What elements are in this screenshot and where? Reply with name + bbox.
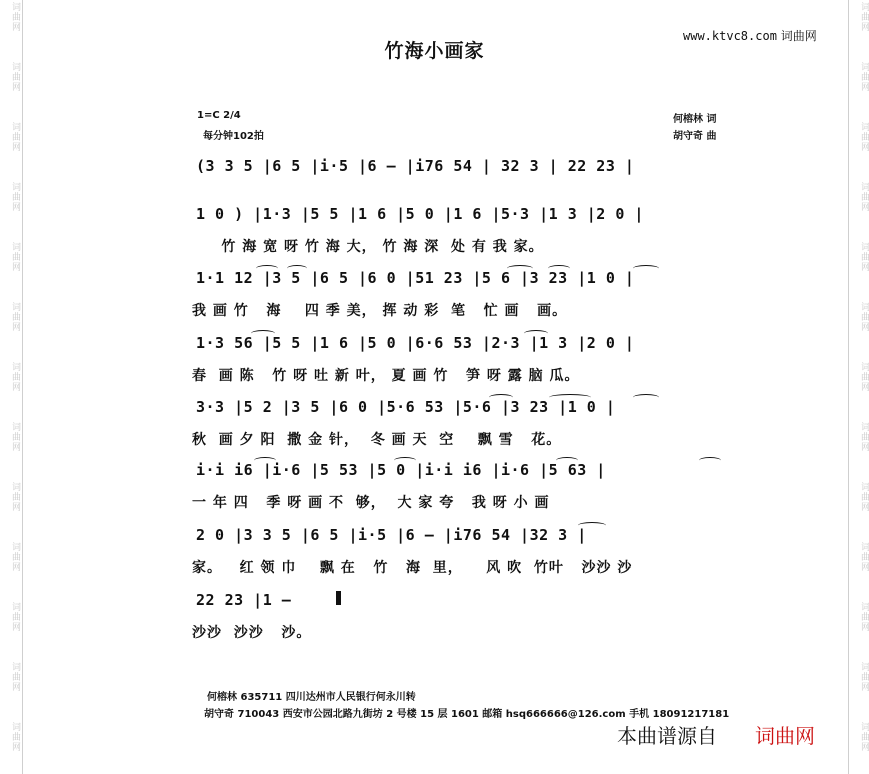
- slur-mark: [548, 265, 570, 272]
- slur-mark: [507, 265, 533, 272]
- score-line-6: i·i i6 |i·6 |5 53 |5 0 |i·i i6 |i·6 |5 63 |: [196, 461, 606, 479]
- final-barline: [336, 591, 341, 605]
- watermark-tag: 词曲网: [859, 542, 869, 572]
- watermark-tag: 词曲网: [10, 722, 20, 752]
- watermark-tag: 词曲网: [10, 602, 20, 632]
- page-border-left: [22, 0, 23, 774]
- source-site-link[interactable]: 词曲网: [755, 724, 815, 748]
- composer-credit: 胡守奇 曲: [673, 131, 717, 142]
- watermark-tag: 词曲网: [10, 2, 20, 32]
- slur-mark: [489, 394, 513, 401]
- watermark-tag: 词曲网: [10, 482, 20, 512]
- watermark-tag: 词曲网: [859, 722, 869, 752]
- slur-mark: [287, 265, 307, 272]
- lyric-line-2: 我 画 竹 海 四 季 美， 挥 动 彩 笔 忙 画 画。: [192, 303, 568, 319]
- watermark-tag: 词曲网: [859, 2, 869, 32]
- watermark-tag: 词曲网: [10, 182, 20, 212]
- watermark-tag: 词曲网: [859, 482, 869, 512]
- watermark-tag: 词曲网: [10, 242, 20, 272]
- watermark-tag: 词曲网: [10, 62, 20, 92]
- watermark-tag: 词曲网: [10, 662, 20, 692]
- watermark-tag: 词曲网: [859, 662, 869, 692]
- key-signature: 1=C 2/4: [197, 110, 241, 121]
- source-note: 本曲谱源自: [617, 724, 717, 748]
- score-line-2: 1 0 ) |1·3 |5 5 |1 6 |5 0 |1 6 |5·3 |1 3 |2 0 |: [196, 205, 644, 223]
- score-line-5: 3·3 |5 2 |3 5 |6 0 |5·6 53 |5·6 |3 23 |1 0 |: [196, 398, 616, 416]
- watermark-tag: 词曲网: [859, 242, 869, 272]
- slur-mark: [556, 457, 578, 464]
- site-name: 词曲网: [780, 29, 817, 43]
- slur-mark: [633, 394, 659, 401]
- watermark-tag: 词曲网: [859, 182, 869, 212]
- tempo-marking: 每分钟102拍: [203, 131, 264, 142]
- slur-mark: [549, 394, 591, 401]
- lyric-line-6: 家。 红 领 巾 飘 在 竹 海 里， 风 吹 竹叶 沙沙 沙: [192, 560, 633, 576]
- score-line-7: 2 0 |3 3 5 |6 5 |i·5 |6 — |i76 54 |32 3 |: [196, 526, 587, 544]
- watermark-right: [851, 0, 869, 774]
- lyric-line-3: 春 画 陈 竹 呀 吐 新 叶， 夏 画 竹 笋 呀 露 脑 瓜。: [192, 368, 580, 384]
- watermark-tag: 词曲网: [10, 362, 20, 392]
- lyric-line-7: 沙沙 沙沙 沙。: [192, 625, 312, 641]
- page-border-right: [848, 0, 849, 774]
- score-line-3: 1·1 12 |3 5 |6 5 |6 0 |51 23 |5 6 |3 23 |1 0 |: [196, 269, 635, 287]
- slur-mark: [699, 457, 721, 464]
- lyric-line-1: 竹 海 宽 呀 竹 海 大， 竹 海 深 处 有 我 家。: [192, 239, 544, 255]
- slur-mark: [256, 265, 278, 272]
- watermark-tag: 词曲网: [859, 422, 869, 452]
- watermark-tag: 词曲网: [859, 602, 869, 632]
- score-line-8: 22 23 |1 —: [196, 591, 292, 609]
- slur-mark: [394, 457, 416, 464]
- song-title: 竹海小画家: [384, 40, 485, 62]
- watermark-tag: 词曲网: [10, 122, 20, 152]
- contact-line-1: 何榕林 635711 四川达州市人民银行何永川转: [207, 692, 416, 703]
- contact-line-2: 胡守奇 710043 西安市公园北路九街坊 2 号楼 15 层 1601 邮箱 hsq666666@126.com 手机 18091217181: [204, 709, 730, 720]
- watermark-tag: 词曲网: [10, 302, 20, 332]
- watermark-left: [2, 0, 20, 774]
- lyric-line-4: 秋 画 夕 阳 撒 金 针， 冬 画 天 空 飘 雪 花。: [192, 432, 562, 448]
- watermark-tag: 词曲网: [859, 302, 869, 332]
- slur-mark: [633, 265, 659, 272]
- slur-mark: [251, 330, 275, 337]
- watermark-tag: 词曲网: [859, 362, 869, 392]
- slur-mark: [254, 457, 276, 464]
- watermark-tag: 词曲网: [859, 62, 869, 92]
- watermark-tag: 词曲网: [10, 422, 20, 452]
- lyric-line-5: 一 年 四 季 呀 画 不 够， 大 家 夸 我 呀 小 画: [192, 495, 550, 511]
- site-url[interactable]: www.ktvc8.com: [683, 29, 777, 43]
- score-line-1: (3 3 5 |6 5 |i·5 |6 — |i76 54 | 32 3 | 22 23 |: [196, 157, 635, 175]
- slur-mark: [578, 522, 606, 529]
- lyricist-credit: 何榕林 词: [673, 114, 717, 125]
- slur-mark: [524, 330, 548, 337]
- score-line-4: 1·3 56 |5 5 |1 6 |5 0 |6·6 53 |2·3 |1 3 |2 0 |: [196, 334, 635, 352]
- watermark-tag: 词曲网: [10, 542, 20, 572]
- watermark-tag: 词曲网: [859, 122, 869, 152]
